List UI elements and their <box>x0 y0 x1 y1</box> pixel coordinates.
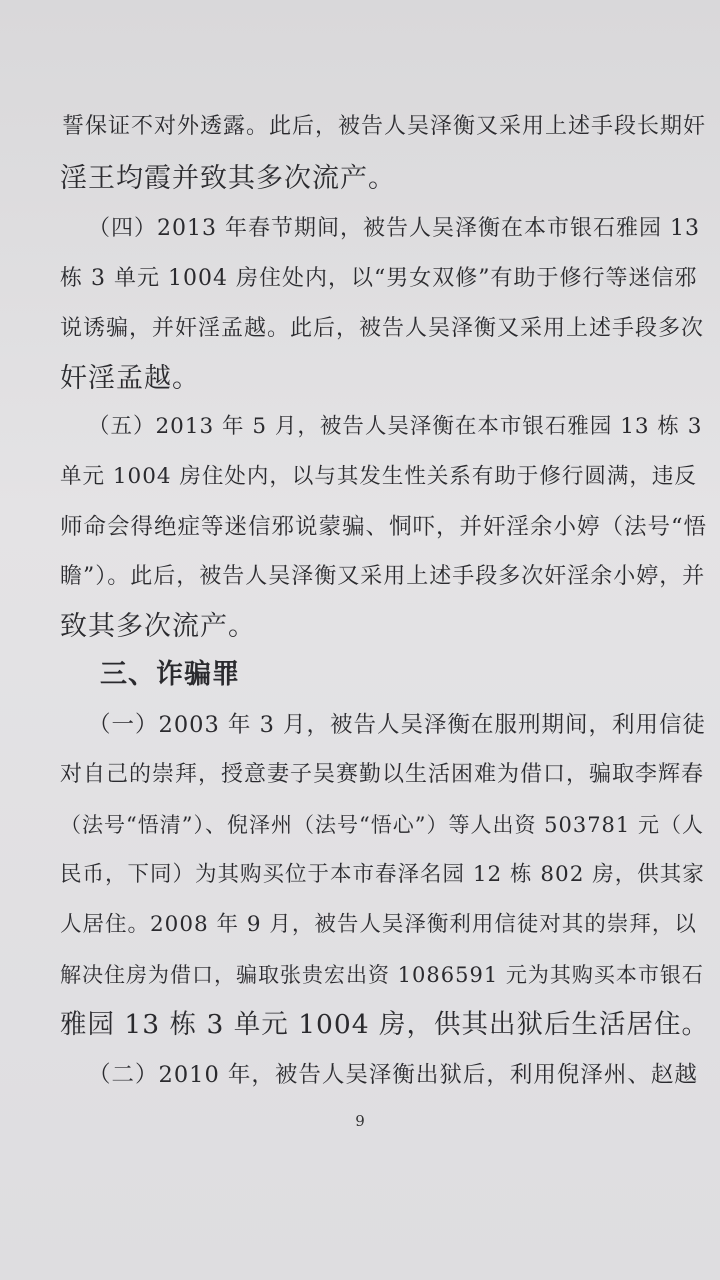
text-line: 奸淫孟越。 <box>60 363 200 394</box>
text-line: （法号“悟清”）、倪泽州（法号“悟心”）等人出资 503781 元（人 <box>60 813 704 837</box>
text-line: 瞻”）。此后，被告人吴泽衡又采用上述手段多次奸淫余小婷，并 <box>60 564 706 589</box>
text-line: （一）2003 年 3 月，被告人吴泽衡在服刑期间，利用信徒 <box>88 712 707 738</box>
text-line: 誓保证不对外透露。此后，被告人吴泽衡又采用上述手段长期奸 <box>62 114 707 139</box>
text-line: 师命会得绝症等迷信邪说蒙骗、恫吓，并奸淫余小婷（法号“悟 <box>60 514 708 540</box>
text-line: 说诱骗，并奸淫孟越。此后，被告人吴泽衡又采用上述手段多次 <box>60 316 705 341</box>
section-heading: 三、诈骗罪 <box>100 659 240 690</box>
text-line: 致其多次流产。 <box>60 611 256 642</box>
text-line: 民币，下同）为其购买位于本市春泽名园 12 栋 802 房，供其家 <box>60 862 705 887</box>
text-line: 单元 1004 房住处内，以与其发生性关系有助于修行圆满，违反 <box>60 464 697 489</box>
text-line: 淫王均霞并致其多次流产。 <box>60 163 396 194</box>
text-line: （四）2013 年春节期间，被告人吴泽衡在本市银石雅园 13 <box>88 216 700 241</box>
text-line: 解决住房为借口，骗取张贵宏出资 1086591 元为其购买本市银石 <box>60 963 704 987</box>
text-line: 雅园 13 栋 3 单元 1004 房，供其出狱后生活居住。 <box>60 1009 710 1040</box>
text-line: 栋 3 单元 1004 房住处内，以“男女双修”有助于修行等迷信邪 <box>60 266 698 291</box>
text-line: （五）2013 年 5 月，被告人吴泽衡在本市银石雅园 13 栋 3 <box>88 414 703 439</box>
text-line: 人居住。2008 年 9 月，被告人吴泽衡利用信徒对其的崇拜，以 <box>60 912 697 937</box>
text-line: （二）2010 年，被告人吴泽衡出狱后，利用倪泽州、赵越 <box>88 1062 698 1088</box>
text-line: 对自己的崇拜，授意妻子吴赛勤以生活困难为借口，骗取李辉春 <box>60 762 705 787</box>
page-number: 9 <box>355 1112 365 1130</box>
